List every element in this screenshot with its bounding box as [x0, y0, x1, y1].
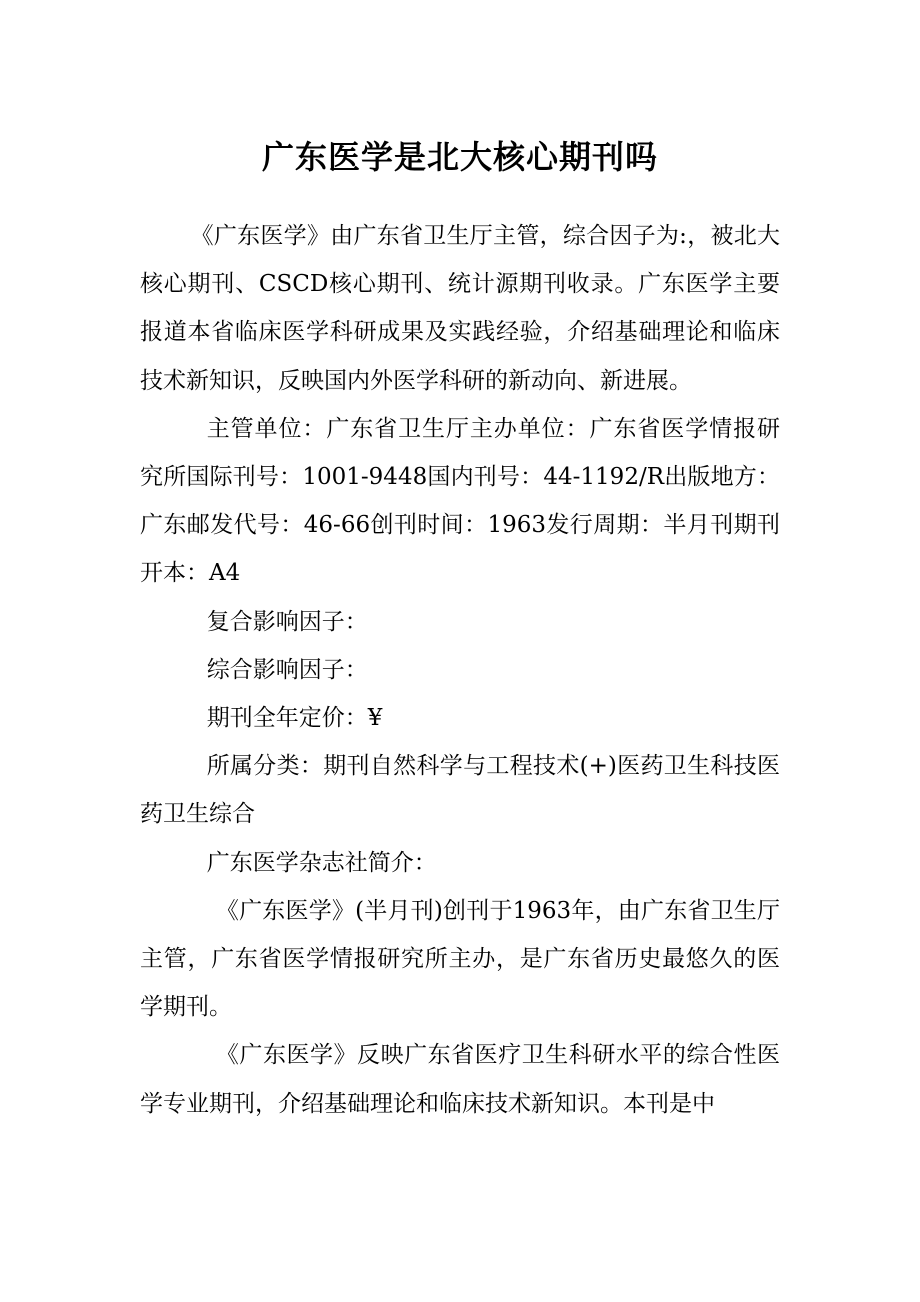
- paragraph-scope: 《广东医学》反映广东省医疗卫生科研水平的综合性医学专业期刊，介绍基础理论和临床技术新知识。本刊是中: [140, 1042, 780, 1117]
- paragraph-category: 所属分类：期刊自然科学与工程技术(+)医药卫生科技医药卫生综合: [140, 753, 780, 828]
- document-body: [140, 212, 780, 1128]
- paragraph-intro: 《广东医学》由广东省卫生厅主管，综合因子为:，被北大核心期刊、CSCD核心期刊、统计源期刊收录。广东医学主要报道本省临床医学科研成果及实践经验，介绍基础理论和临床技术新知识，反映国内外医学科研的新动向、新进展。: [140, 223, 780, 394]
- paragraph-publication-info: 主管单位：广东省卫生厅主办单位：广东省医学情报研究所国际刊号：1001-9448国内刊号：44-1192/R出版地方：广东邮发代号：46-66创刊时间：1963发行周期：半月刊期刊开本：A4: [140, 415, 780, 587]
- paragraph-publisher-intro-heading: 广东医学杂志社简介：: [206, 849, 437, 876]
- document-title: 广东医学是北大核心期刊吗: [261, 138, 658, 177]
- paragraph-history: 《广东医学》(半月刊)创刊于1963年，由广东省卫生厅主管，广东省医学情报研究所主办，是广东省历史最悠久的医学期刊。: [140, 897, 780, 1021]
- paragraph-comprehensive-impact-factor: 综合影响因子：: [206, 656, 368, 683]
- paragraph-annual-price: 期刊全年定价：¥: [206, 705, 383, 732]
- paragraph-composite-impact-factor: 复合影响因子：: [206, 608, 368, 635]
